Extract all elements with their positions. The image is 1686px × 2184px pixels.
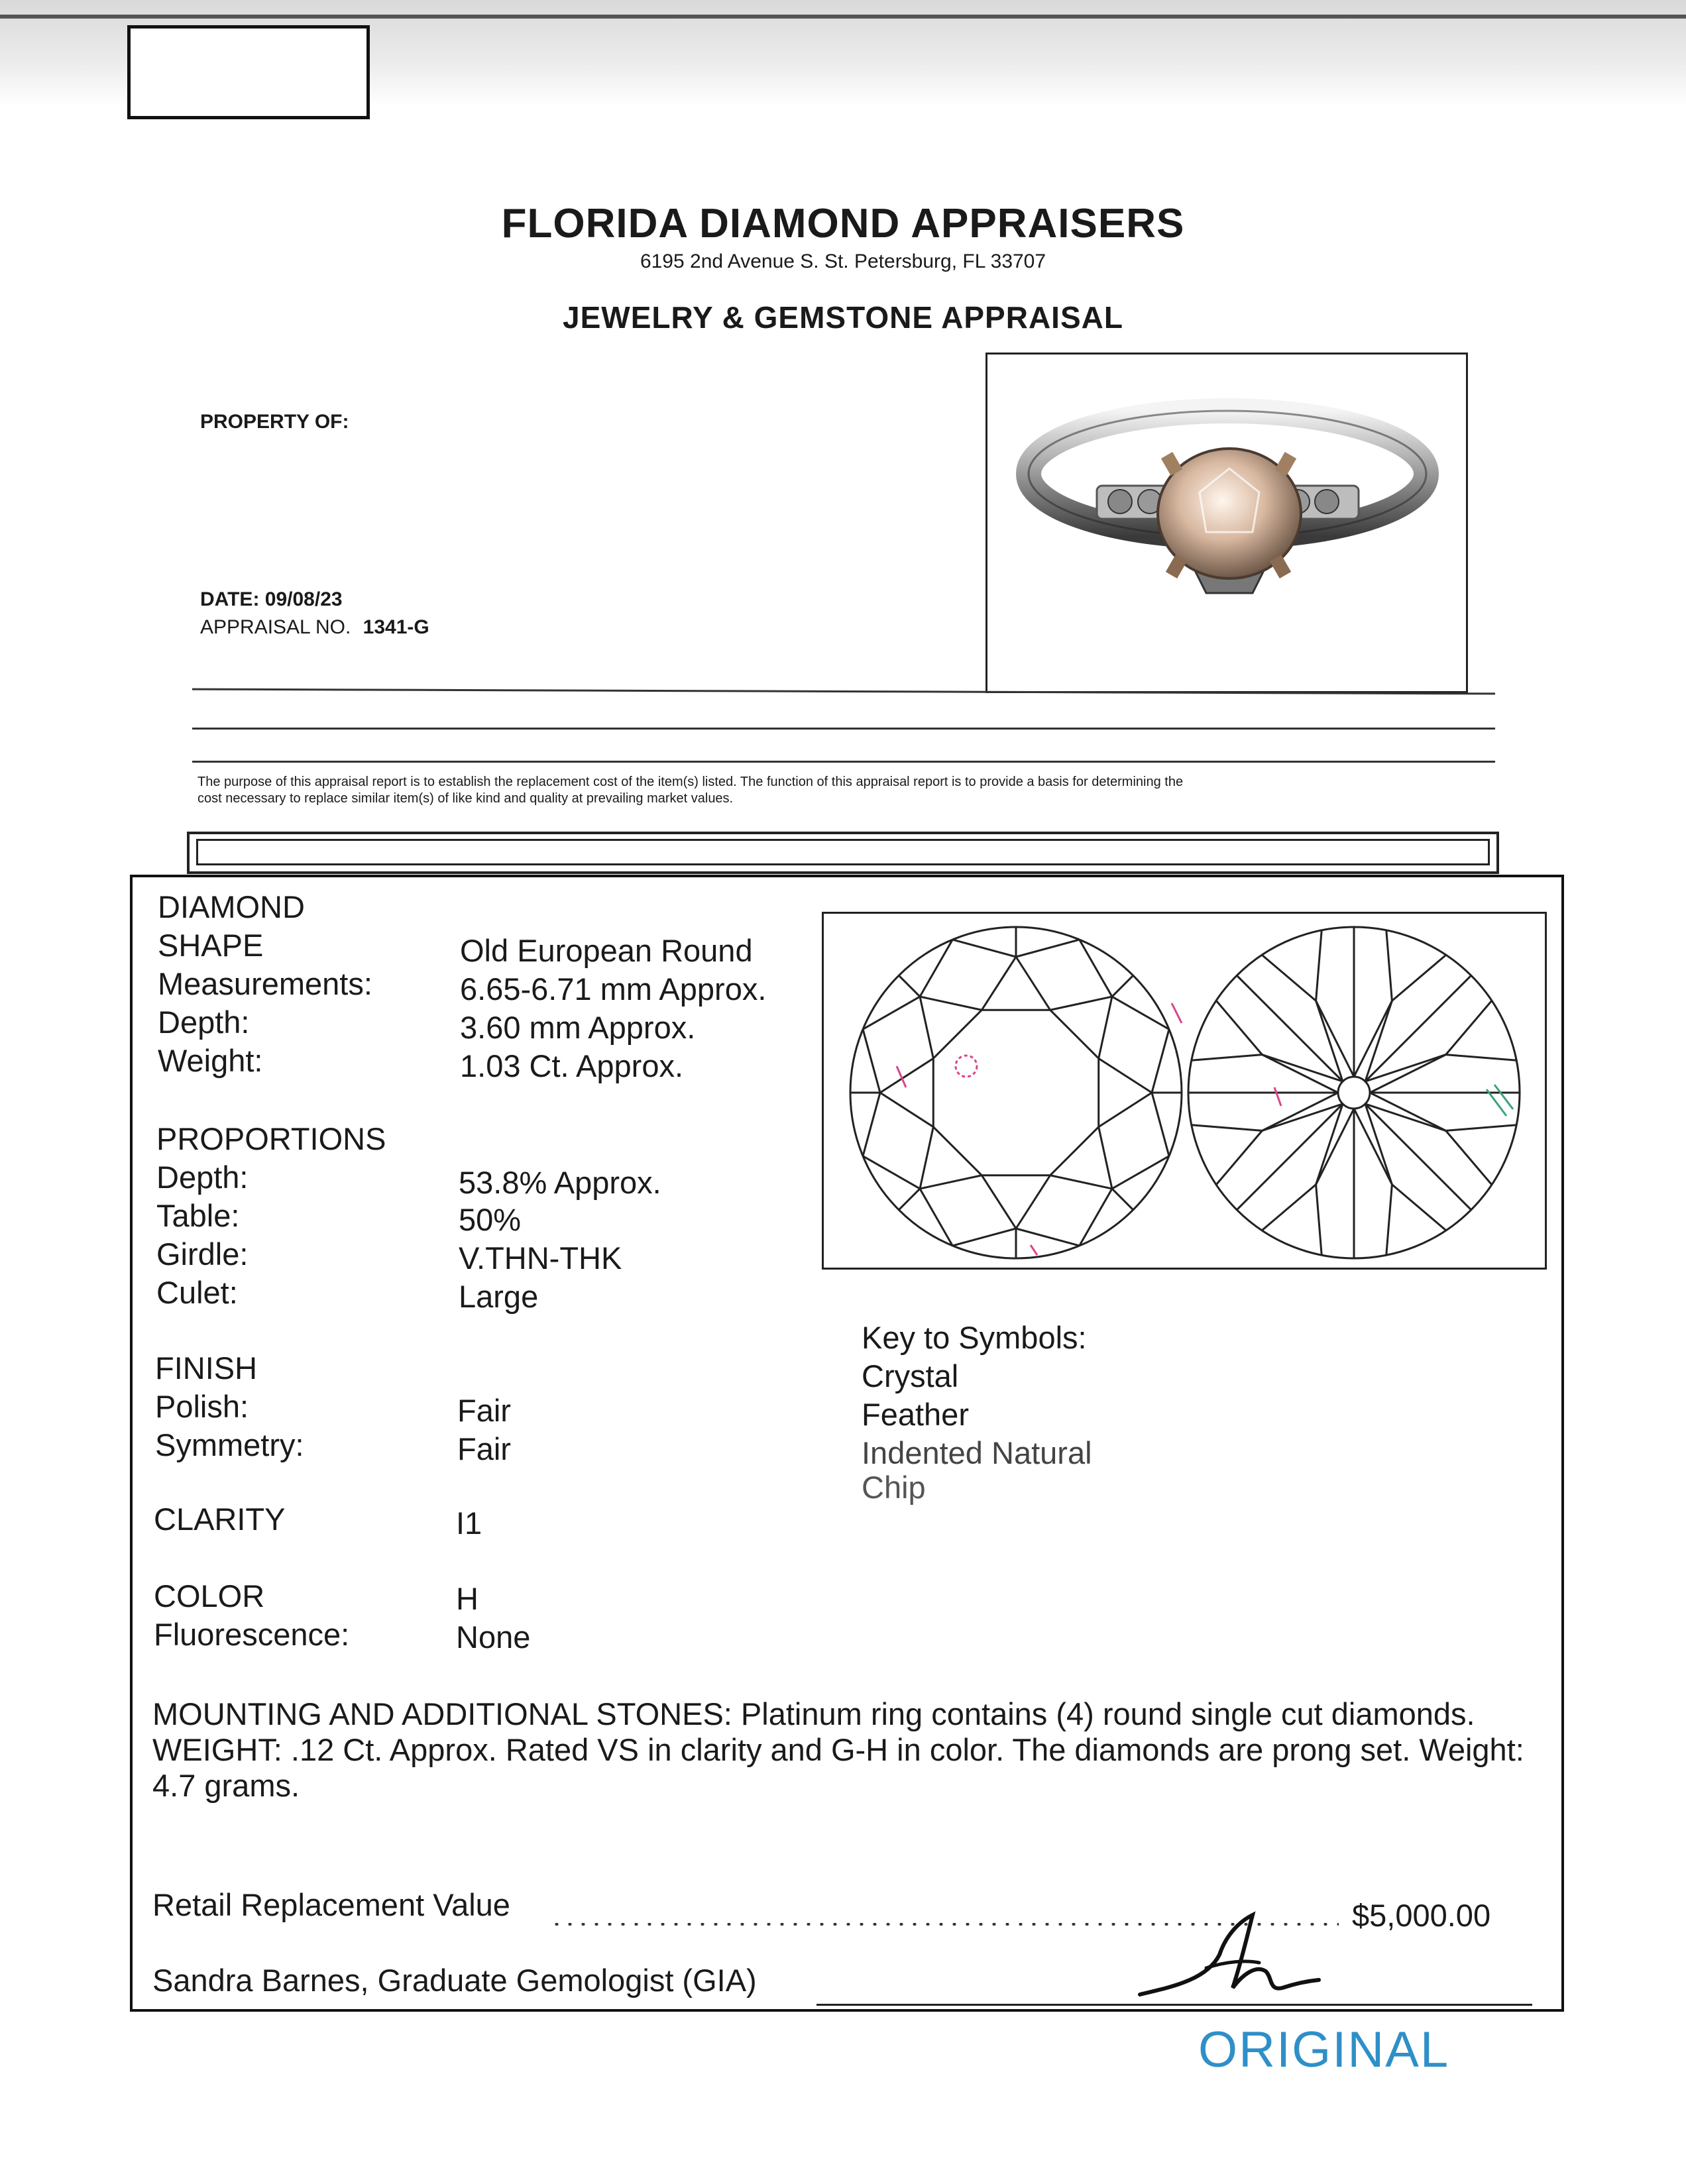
upper-girdle-facet [863,1093,880,1156]
appraisal-number-value: 1341-G [363,616,429,638]
crystal-symbol [956,1056,977,1077]
symmetry-label: Symmetry: [155,1427,304,1462]
depth-value: 3.60 mm Approx. [460,1010,696,1045]
key-chip: Chip [862,1470,926,1505]
upper-girdle-facet [1152,1093,1169,1156]
pavilion-facet [1316,1109,1354,1185]
star-facet [880,1058,933,1093]
girdle-label: Girdle: [156,1236,249,1272]
culet [1338,1077,1370,1109]
appraisal-number-label: APPRAISAL NO. [200,616,351,638]
pavilion-facet [1262,1055,1338,1093]
table-label: Table: [156,1198,240,1233]
culet-label: Culet: [156,1275,238,1310]
original-stamp: ORIGINAL [1198,2022,1450,2078]
girdle-value: V.THN-THK [459,1240,622,1276]
company-name: FLORIDA DIAMOND APPRAISERS [501,201,1185,246]
pavilion-facet [1354,1001,1392,1077]
diamond-facet-diagram [824,914,1545,1268]
color-label: COLOR [154,1578,265,1613]
signature [1127,1908,1325,2021]
star-facet [920,997,933,1058]
clarity-label: CLARITY [154,1502,286,1537]
culet-value: Large [459,1279,539,1314]
date-row [200,588,343,611]
lower-girdle-facet [1392,1185,1445,1230]
upper-girdle-facet [1016,1228,1080,1246]
star-facet [1016,1175,1050,1228]
prop-depth-value: 53.8% Approx. [459,1165,661,1200]
lower-girdle-facet [1446,1055,1517,1061]
lower-girdle-facet [1316,930,1322,1001]
lower-girdle-facet [1262,1185,1316,1230]
star-facet [1050,997,1112,1010]
star-facet [982,1175,1016,1228]
upper-girdle-facet [952,940,1016,957]
measurements-label: Measurements: [158,966,372,1001]
property-of-label: PROPERTY OF: [200,411,349,433]
pavilion-facet [1370,1055,1446,1093]
clarity-plot-diagram [822,912,1547,1270]
star-facet [1099,1093,1152,1127]
feather-symbol [1274,1087,1281,1106]
depth-label: Depth: [158,1005,250,1040]
finish-heading: FINISH [155,1350,258,1386]
mounting-description: MOUNTING AND ADDITIONAL STONES: Platinum ring contains (4) round single cut diamonds. WEIGHT: .12 Ct. Approx. Rated VS in clarity and G-H in color. The diamonds are prong set. Weight: 4.7 grams. [152,1696,1524,1803]
weight-label: Weight: [158,1043,263,1078]
ring-image [987,355,1466,691]
star-facet [880,1093,933,1127]
chip-symbol [1031,1245,1037,1255]
pavilion-facet [1354,1109,1392,1185]
lower-girdle-facet [1446,1130,1492,1184]
shape-value: Old European Round [460,933,753,968]
lower-girdle-facet [1392,955,1445,1001]
measurements-value: 6.65-6.71 mm Approx. [460,971,767,1007]
document-title: JEWELRY & GEMSTONE APPRAISAL [563,300,1123,335]
date-value: 09/08/23 [264,588,343,610]
star-facet [920,1127,933,1189]
pavilion-facet [1262,1093,1338,1130]
key-feather: Feather [862,1397,969,1432]
polish-value: Fair [457,1393,511,1428]
pavilion-main [1237,1104,1343,1210]
key-crystal: Crystal [862,1358,959,1393]
weight-value: 1.03 Ct. Approx. [460,1048,684,1083]
appraisal-number-row [200,616,429,639]
lower-girdle-facet [1216,1001,1262,1054]
star-facet [1099,1127,1112,1189]
pavilion-facet [1370,1093,1446,1130]
diamond-heading: DIAMOND [158,889,305,924]
star-facet [920,997,982,1010]
bezel-facet [1112,1189,1133,1210]
pavilion-main [1365,975,1471,1081]
purpose-line: cost necessary to replace similar item(s) of like kind and quality at prevailing market values. [197,791,734,806]
star-facet [1099,997,1112,1058]
upper-girdle-facet [1152,1029,1169,1093]
table-edge [933,1127,982,1175]
clarity-value: I1 [456,1505,482,1541]
fluorescence-label: Fluorescence: [154,1617,350,1652]
table-edge [933,1010,982,1058]
fluorescence-value: None [456,1619,531,1655]
lower-girdle-facet [1262,955,1316,1001]
divider-line [192,728,1495,730]
scan-top-edge [0,15,1686,19]
lower-girdle-facet [1446,1001,1492,1054]
polish-label: Polish: [155,1389,249,1424]
key-heading: Key to Symbols: [862,1320,1087,1355]
lower-girdle-facet [1216,1130,1262,1184]
star-facet [1016,957,1050,1010]
star-facet [1099,1058,1152,1093]
upper-girdle-facet [952,1228,1016,1246]
indented-natural-symbol [1494,1085,1513,1109]
divider-line [192,761,1495,763]
bezel-facet [899,975,920,997]
purpose-line: The purpose of this appraisal report is to establish the replacement cost of the item(s) listed. The function of this appraisal report is to provide a basis for determining the [197,775,1184,789]
star-facet [920,1175,982,1189]
date-label: DATE: [200,588,260,610]
table-value: 50% [459,1202,522,1237]
lower-girdle-facet [1446,1125,1517,1131]
bezel-facet [1112,975,1133,997]
prop-depth-label: Depth: [156,1160,249,1195]
pavilion-facet [1316,1001,1354,1077]
pavilion-main [1237,975,1343,1081]
key-indented-natural: Indented Natural [862,1435,1092,1470]
upper-girdle-facet [1016,940,1080,957]
retail-value-amount: $5,000.00 [1352,1898,1491,1933]
blank-box [127,25,370,119]
lower-girdle-facet [1192,1125,1263,1131]
color-value: H [456,1581,478,1616]
star-facet [982,957,1016,1010]
double-rule-inner [196,839,1490,865]
ring-photo [985,353,1468,693]
table-edge [1050,1127,1099,1175]
upper-girdle-facet [863,1029,880,1093]
table-edge [1050,1010,1099,1058]
retail-value-label: Retail Replacement Value [152,1887,510,1922]
appraiser-name: Sandra Barnes, Graduate Gemologist (GIA) [152,1963,757,1998]
feather-symbol [1172,1003,1182,1023]
lower-girdle-facet [1386,930,1392,1001]
pavilion-main [1365,1104,1471,1210]
purpose-statement [197,774,1470,807]
shape-label: SHAPE [158,928,264,963]
lower-girdle-facet [1316,1185,1322,1256]
lower-girdle-facet [1192,1055,1263,1061]
lower-girdle-facet [1386,1185,1392,1256]
proportions-heading: PROPORTIONS [156,1121,386,1156]
bezel-facet [899,1189,920,1210]
star-facet [1050,1175,1112,1189]
symmetry-value: Fair [457,1431,511,1466]
company-address: 6195 2nd Avenue S. St. Petersburg, FL 33707 [640,250,1046,272]
